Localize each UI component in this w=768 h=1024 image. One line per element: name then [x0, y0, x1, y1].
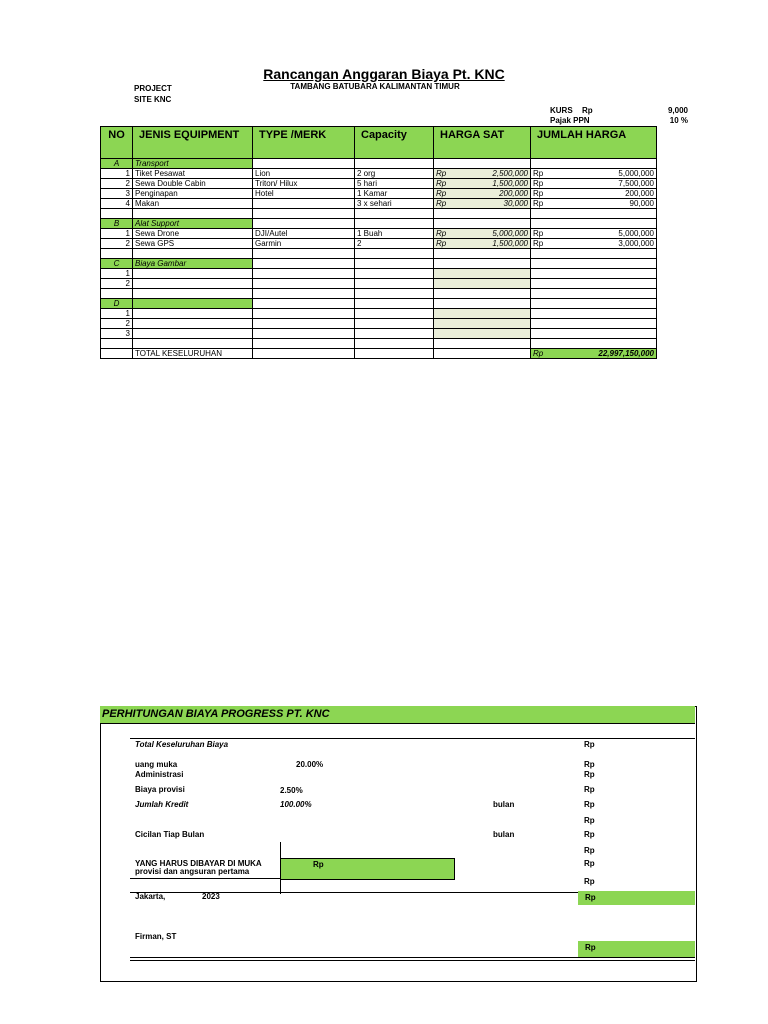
section-title: Biaya Gambar	[133, 259, 253, 269]
row-type: Triton/ Hilux	[253, 179, 355, 189]
section-letter: B	[101, 219, 133, 229]
kurs-value: 9,000	[667, 106, 688, 115]
row-no: 2	[101, 279, 133, 289]
col-header-jumlah-harga: JUMLAH HARGA	[531, 127, 657, 159]
bulan-label: bulan	[493, 800, 515, 809]
rp-label: Rp	[584, 800, 595, 809]
rp-label: Rp	[584, 760, 595, 769]
row-capacity: 2 org	[355, 169, 434, 179]
col-header-no: NO	[101, 127, 133, 159]
row-type	[253, 199, 355, 209]
pajak-label: Pajak PPN	[550, 116, 590, 125]
section-row	[101, 219, 657, 229]
divider	[130, 878, 280, 879]
rp-label: Rp	[584, 816, 595, 825]
row-capacity: 1 Kamar	[355, 189, 434, 199]
row-type: Hotel	[253, 189, 355, 199]
rp-label: Rp	[584, 859, 595, 868]
row-jenis: Sewa Double Cabin	[133, 179, 253, 189]
spacer-row	[101, 209, 657, 219]
kurs-currency: Rp	[582, 106, 593, 115]
pajak-value: 10 %	[669, 116, 688, 125]
site-label: SITE KNC	[134, 95, 172, 104]
project-label: PROJECT	[134, 84, 172, 93]
dibayar-sub: provisi dan angsuran pertama	[135, 867, 250, 876]
progress-header	[100, 706, 695, 724]
rp-label: Rp	[584, 740, 595, 749]
kredit-label: Jumlah Kredit	[135, 800, 189, 809]
row-jenis: Penginapan	[133, 189, 253, 199]
row-no: 1	[101, 309, 133, 319]
rp-label: Rp	[585, 943, 596, 952]
row-no: 1	[101, 269, 133, 279]
divider	[130, 960, 695, 961]
provisi-pct: 2.50%	[280, 786, 303, 795]
row-jenis: Sewa Drone	[133, 229, 253, 239]
dibayar-box	[280, 858, 455, 880]
row-capacity: 5 hari	[355, 179, 434, 189]
row-no: 2	[101, 319, 133, 329]
total-value: Rp 22,997,150,000	[531, 349, 657, 359]
uang-muka-label: uang muka	[135, 760, 178, 769]
spacer-row	[101, 339, 657, 349]
col-header-jenis: JENIS EQUIPMENT	[133, 127, 253, 159]
dibayar-rp: Rp	[313, 860, 324, 869]
administrasi-label: Administrasi	[135, 770, 184, 779]
table-row	[101, 239, 657, 249]
page-title: Rancangan Anggaran Biaya Pt. KNC	[263, 66, 505, 82]
section-row	[101, 299, 657, 309]
city-label: Jakarta,	[135, 892, 166, 901]
row-harga: Rp 5,000,000	[434, 229, 531, 239]
total-row	[101, 349, 657, 359]
section-letter: C	[101, 259, 133, 269]
row-no: 1	[101, 169, 133, 179]
row-no: 3	[101, 189, 133, 199]
rp-box	[578, 891, 695, 905]
row-capacity: 1 Buah	[355, 229, 434, 239]
row-harga: Rp 1,500,000	[434, 179, 531, 189]
row-jumlah: Rp 90,000	[531, 199, 657, 209]
cicilan-label: Cicilan Tiap Bulan	[135, 830, 205, 839]
row-jumlah: Rp 200,000	[531, 189, 657, 199]
col-header-type: TYPE /MERK	[253, 127, 355, 159]
page-subtitle: TAMBANG BATUBARA KALIMANTAN TIMUR	[290, 82, 460, 91]
table-header-row	[101, 127, 657, 159]
table-row	[101, 169, 657, 179]
table-row	[101, 179, 657, 189]
col-header-harga-sat: HARGA SAT	[434, 127, 531, 159]
bulan-label: bulan	[493, 830, 515, 839]
spacer-row	[101, 249, 657, 259]
section-title: Transport	[133, 159, 253, 169]
table-row	[101, 199, 657, 209]
budget-table	[100, 126, 657, 359]
table-row	[101, 269, 657, 279]
total-biaya-label: Total Keseluruhan Biaya	[135, 740, 229, 749]
row-capacity: 3 x sehari	[355, 199, 434, 209]
row-type: Garmin	[253, 239, 355, 249]
table-row	[101, 309, 657, 319]
row-no: 1	[101, 229, 133, 239]
dibayar-label: YANG HARUS DIBAYAR DI MUKA	[135, 859, 262, 868]
row-jumlah: Rp 5,000,000	[531, 229, 657, 239]
total-label: TOTAL KESELURUHAN	[133, 349, 253, 359]
rp-label: Rp	[584, 846, 595, 855]
rp-label: Rp	[584, 830, 595, 839]
provisi-label: Biaya provisi	[135, 785, 185, 794]
section-title: Alat Support	[133, 219, 253, 229]
row-jenis: Makan	[133, 199, 253, 209]
row-type: DJI/Autel	[253, 229, 355, 239]
row-jenis: Sewa GPS	[133, 239, 253, 249]
rp-label: Rp	[585, 893, 596, 902]
table-row	[101, 229, 657, 239]
row-no: 2	[101, 239, 133, 249]
row-harga: Rp 2,500,000	[434, 169, 531, 179]
uang-muka-pct: 20.00%	[296, 760, 324, 769]
section-letter: D	[101, 299, 133, 309]
rp-label: Rp	[584, 785, 595, 794]
table-row	[101, 329, 657, 339]
row-no: 3	[101, 329, 133, 339]
section-title	[133, 299, 253, 309]
row-jumlah: Rp 7,500,000	[531, 179, 657, 189]
table-row	[101, 319, 657, 329]
row-jenis: Tiket Pesawat	[133, 169, 253, 179]
table-row	[101, 279, 657, 289]
progress-title: PERHITUNGAN BIAYA PROGRESS PT. KNC	[102, 708, 330, 720]
row-harga: Rp 1,500,000	[434, 239, 531, 249]
rp-label: Rp	[584, 770, 595, 779]
section-row	[101, 259, 657, 269]
spacer-row	[101, 289, 657, 299]
col-header-capacity: Capacity	[355, 127, 434, 159]
row-jumlah: Rp 3,000,000	[531, 239, 657, 249]
row-harga: Rp 200,000	[434, 189, 531, 199]
kurs-label: KURS	[550, 106, 573, 115]
section-letter: A	[101, 159, 133, 169]
row-capacity: 2	[355, 239, 434, 249]
row-harga: Rp 30,000	[434, 199, 531, 209]
section-row	[101, 159, 657, 169]
table-row	[101, 189, 657, 199]
kredit-pct: 100.00%	[280, 800, 312, 809]
row-no: 2	[101, 179, 133, 189]
rp-label: Rp	[584, 877, 595, 886]
row-type: Lion	[253, 169, 355, 179]
year-label: 2023	[202, 892, 220, 901]
rp-box	[578, 941, 695, 957]
signer-name: Firman, ST	[135, 932, 177, 941]
divider	[130, 957, 695, 958]
row-jumlah: Rp 5,000,000	[531, 169, 657, 179]
divider	[130, 738, 695, 739]
row-no: 4	[101, 199, 133, 209]
